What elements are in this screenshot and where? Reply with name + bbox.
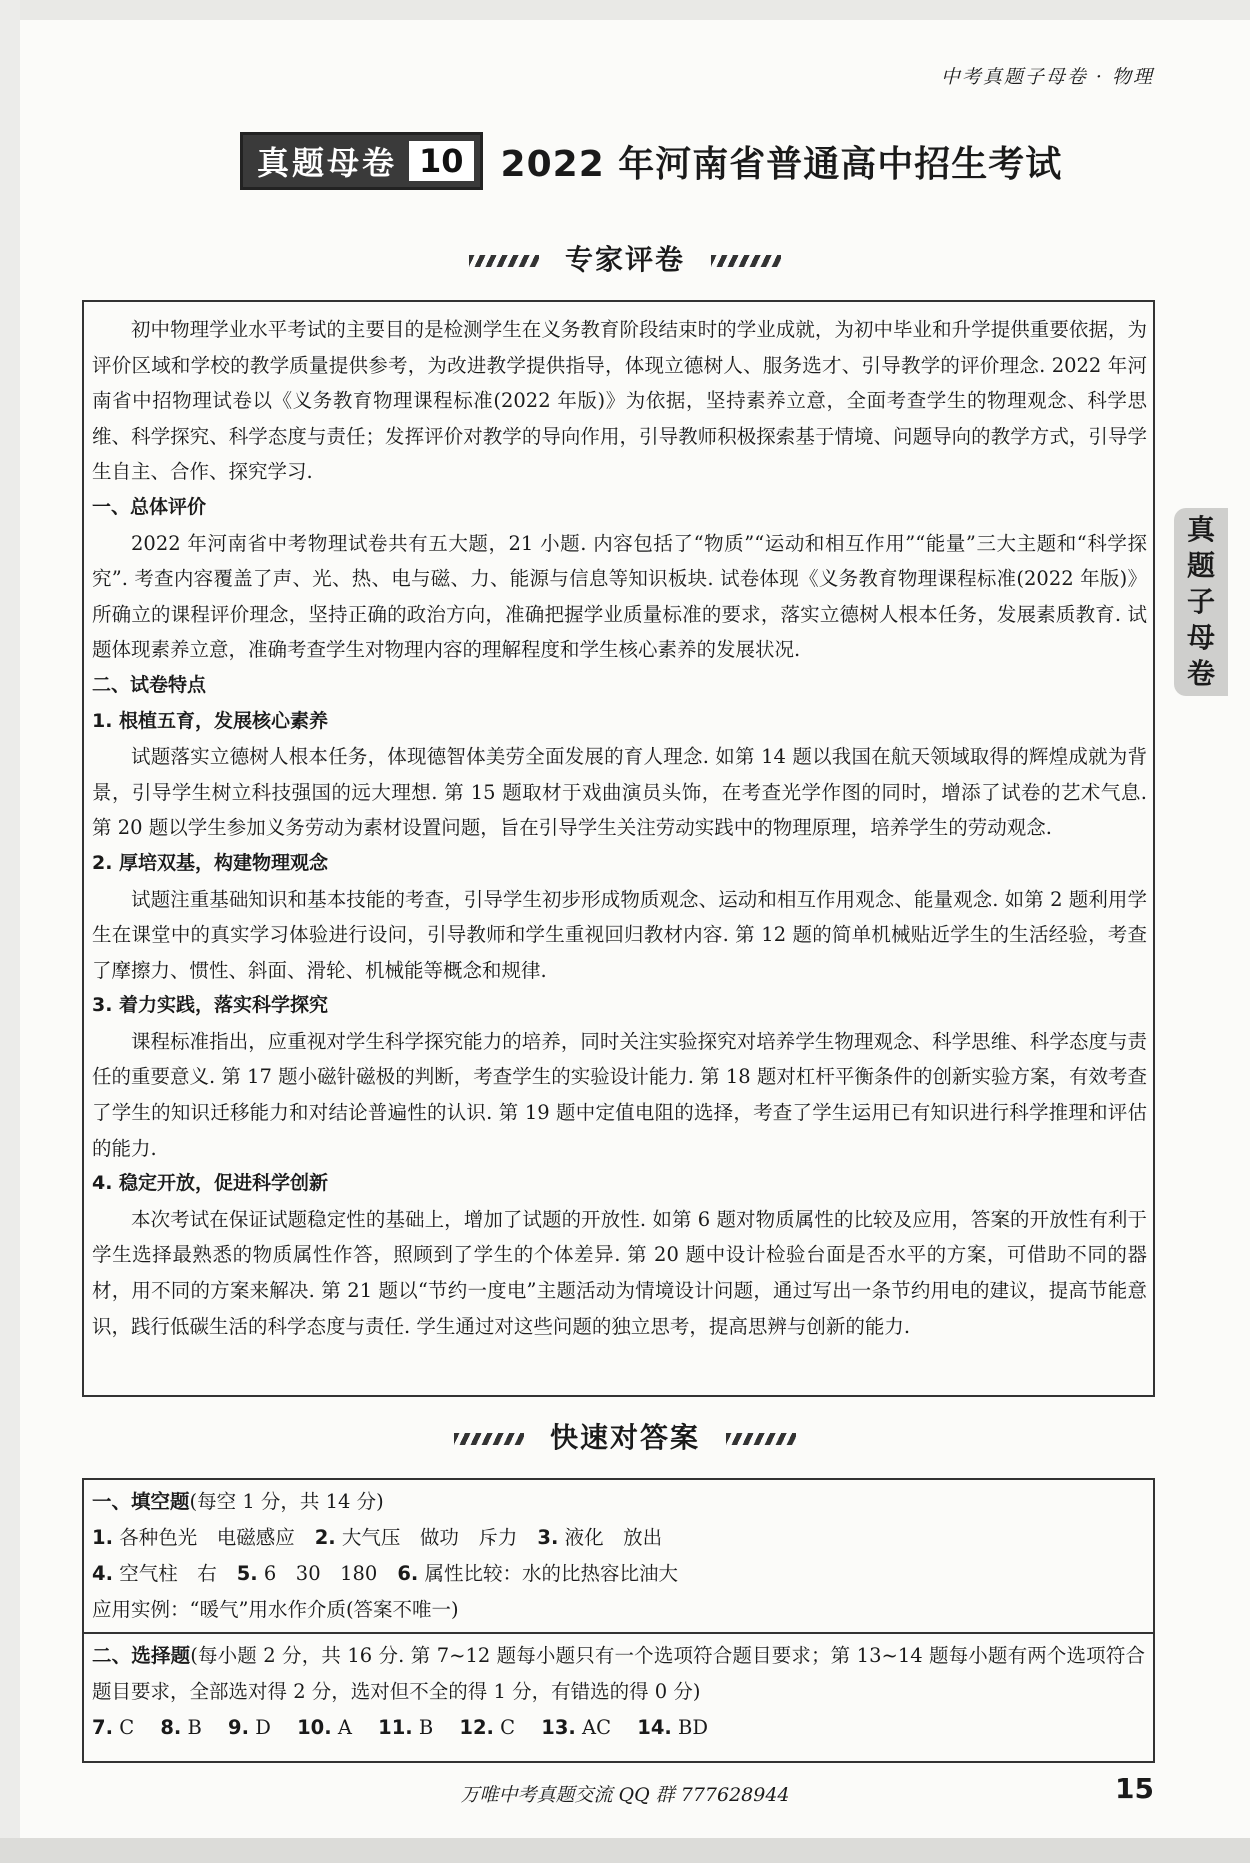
- answers-heading-text: 快速对答案: [549, 1421, 700, 1454]
- title-row: [240, 130, 1062, 192]
- answer-line: [92, 1710, 1145, 1746]
- side-tab: [1174, 508, 1228, 696]
- fill-in-section: [84, 1480, 1153, 1632]
- answer-text: C: [500, 1716, 516, 1739]
- question-number: 4.: [92, 1562, 113, 1585]
- answer-text: AC: [582, 1716, 612, 1739]
- choice-note: (每小题 2 分，共 16 分. 第 7~12 题每小题只有一个选项符合题目要求；第 13~14 题每小题有两个选项符合题目要求，全部选对得 2 分，选对但不全的得 1 分，有错选的得 0 分): [92, 1644, 1145, 1703]
- question-number: 8.: [160, 1716, 182, 1739]
- scan-edge: [0, 0, 20, 1863]
- expert-review-box: [82, 300, 1155, 1397]
- answer-box: [82, 1478, 1155, 1763]
- point-heading: 3. 着力实践，落实科学探究: [92, 994, 329, 1017]
- point-heading: 2. 厚培双基，构建物理观念: [92, 851, 329, 874]
- side-tab-char: 母: [1186, 621, 1215, 654]
- fill-in-title: 一、填空题: [92, 1490, 190, 1513]
- side-tab-char: 子: [1186, 585, 1215, 618]
- answer-text: A: [337, 1716, 352, 1739]
- answer-text: 各种色光 电磁感应: [119, 1526, 295, 1549]
- question-number: 3.: [537, 1526, 559, 1549]
- point-heading: 1. 根植五育，发展核心素养: [92, 709, 329, 732]
- choice-title-line: [92, 1638, 1145, 1710]
- answer-text: B: [187, 1716, 202, 1739]
- answer-text: D: [255, 1716, 271, 1739]
- decorative-dashes: [711, 255, 781, 267]
- intro-paragraph: 初中物理学业水平考试的主要目的是检测学生在义务教育阶段结束时的学业成就，为初中毕业和升学提供重要依据，为评价区域和学校的教学质量提供参考，为改进教学提供指导，体现立德树人、服务选才、引导教学的评价理念. 2022 年河南省中招物理试卷以《义务教育物理课程标准(2022 年版)》为依据，坚持素养立意，全面考查学生的物理观念、科学思维、科学探究、科学态度与责任；发挥评价对教学的导向作用，引导教师积极探索基于情境、问题导向的教学方式，引导学生自主、合作、探究学习.: [92, 318, 1147, 484]
- answer-text: BD: [678, 1716, 708, 1739]
- question-number: 10.: [297, 1716, 332, 1739]
- question-number: 14.: [637, 1716, 672, 1739]
- question-number: 6.: [397, 1562, 419, 1585]
- question-number: 12.: [459, 1716, 494, 1739]
- answer-text: 属性比较：水的比热容比油大: [424, 1562, 679, 1585]
- point-paragraph: 课程标准指出，应重视对学生科学探究能力的培养，同时关注实验探究对培养学生物理观念、科学思维、科学态度与责任的重要意义. 第 17 题小磁针磁极的判断，考查学生的实验设计能力. 第 18 题对杠杆平衡条件的创新实验方案，有效考查了学生的知识迁移能力和对结论普遍性的认识. 第 19 题中定值电阻的选择，考查了学生运用已有知识进行科学推理和评估的能力.: [92, 1029, 1147, 1160]
- decorative-dashes: [726, 1433, 796, 1445]
- part2-heading: 二、试卷特点: [92, 673, 207, 696]
- question-number: 7.: [92, 1716, 113, 1739]
- choice-title: 二、选择题: [92, 1644, 191, 1667]
- question-number: 1.: [92, 1526, 113, 1549]
- title-badge-label: 真题母卷: [257, 144, 398, 182]
- title-badge: [240, 132, 483, 190]
- answer-text: 液化 放出: [564, 1526, 663, 1549]
- title-badge-number: 10: [409, 141, 474, 181]
- question-number: 5.: [236, 1562, 258, 1585]
- answers-section-heading: [0, 1416, 1250, 1456]
- answer-text: B: [418, 1716, 434, 1739]
- decorative-dashes: [454, 1433, 524, 1445]
- expert-section-heading: [0, 238, 1250, 278]
- part1-paragraph: 2022 年河南省中考物理试卷共有五大题，21 小题. 内容包括了“物质”“运动和相互作用”“能量”三大主题和“科学探究”. 考查内容覆盖了声、光、热、电与磁、力、能源与信息等知识板块. 试卷体现《义务教育物理课程标准(2022 年版)》所确立的课程评价理念，坚持正确的政治方向，准确把握学业质量标准的要求，落实立德树人根本任务，发展素质教育. 试题体现素养立意，准确考查学生对物理内容的理解程度和学生核心素养的发展状况.: [92, 531, 1147, 662]
- page-title: 2022 年河南省普通高中招生考试: [500, 143, 1063, 185]
- question-number: 13.: [541, 1716, 576, 1739]
- side-tab-char: 真: [1186, 513, 1215, 546]
- page-number: 15: [1115, 1772, 1154, 1805]
- answer-line: 应用实例：“暖气”用水作介质(答案不唯一): [92, 1598, 459, 1621]
- point-heading: 4. 稳定开放，促进科学创新: [92, 1172, 329, 1195]
- scan-edge: [0, 0, 1250, 20]
- answer-text: 大气压 做功 斥力: [341, 1526, 518, 1549]
- answer-line: [92, 1520, 1145, 1556]
- scan-edge: [0, 1838, 1250, 1863]
- fill-in-note: (每空 1 分，共 14 分): [189, 1490, 384, 1513]
- expert-heading-text: 专家评卷: [564, 243, 685, 276]
- answer-text: C: [119, 1716, 135, 1739]
- question-number: 11.: [378, 1716, 413, 1739]
- side-tab-char: 卷: [1186, 657, 1215, 690]
- point-paragraph: 试题注重基础知识和基本技能的考查，引导学生初步形成物质观念、运动和相互作用观念、能量观念. 如第 2 题利用学生在课堂中的真实学习体验进行设问，引导教师和学生重视回归教材内容. 第 12 题的简单机械贴近学生的生活经验，考查了摩擦力、惯性、斜面、滑轮、机械能等概念和规律.: [92, 887, 1147, 982]
- decorative-dashes: [469, 255, 539, 267]
- side-tab-char: 题: [1186, 549, 1215, 582]
- fill-in-title-line: [92, 1484, 1145, 1520]
- part1-heading: 一、总体评价: [92, 495, 207, 518]
- running-head: 中考真题子母卷 · 物理: [940, 66, 1154, 88]
- question-number: 9.: [228, 1716, 250, 1739]
- point-paragraph: 本次考试在保证试题稳定性的基础上，增加了试题的开放性. 如第 6 题对物质属性的比较及应用，答案的开放性有利于学生选择最熟悉的物质属性作答，照顾到了学生的个体差异. 第 20 题中设计检验台面是否水平的方案，可借助不同的器材，用不同的方案来解决. 第 21 题以“节约一度电”主题活动为情境设计问题，通过写出一条节约用电的建议，提高节能意识，践行低碳生活的科学态度与责任. 学生通过对这些问题的独立思考，提高思辨与创新的能力.: [92, 1207, 1147, 1338]
- answer-text: 空气柱 右: [119, 1562, 217, 1585]
- point-paragraph: 试题落实立德树人根本任务，体现德智体美劳全面发展的育人理念. 如第 14 题以我国在航天领域取得的辉煌成就为背景，引导学生树立科技强国的远大理想. 第 15 题取材于戏曲演员头饰，在考查光学作图的同时，增添了试卷的艺术气息. 第 20 题以学生参加义务劳动为素材设置问题，旨在引导学生关注劳动实践中的物理原理，培养学生的劳动观念.: [92, 745, 1147, 840]
- choice-section: [84, 1632, 1153, 1750]
- question-number: 2.: [314, 1526, 336, 1549]
- footer-note: 万唯中考真题交流 QQ 群 777628944: [460, 1784, 790, 1806]
- answer-text: 6 30 180: [263, 1562, 378, 1585]
- answer-line: [92, 1556, 1145, 1592]
